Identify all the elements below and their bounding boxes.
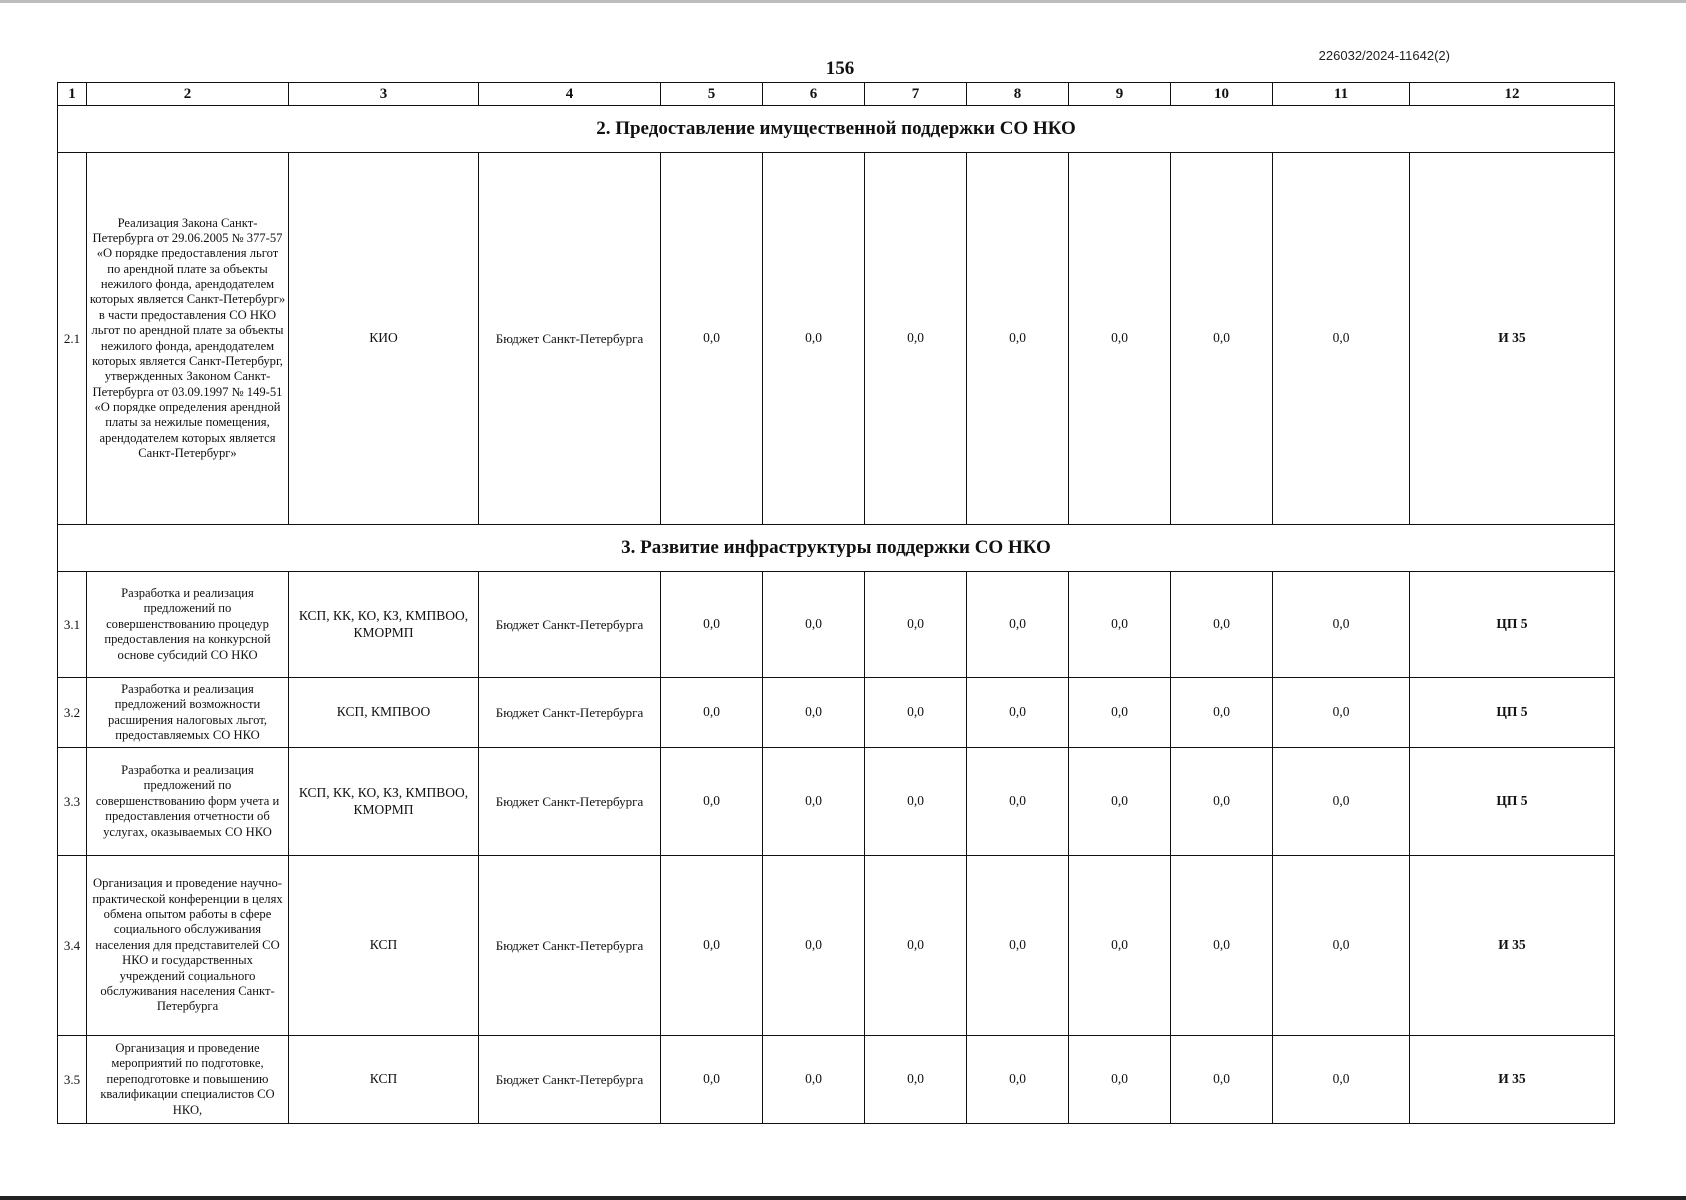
executor-cell: КСП, КК, КО, КЗ, КМПВОО, КМОРМП [289, 748, 479, 856]
funding-source-cell: Бюджет Санкт-Петербурга [479, 678, 661, 748]
activity-description: Разработка и реализация предложений возможности расширения налоговых льгот, предоставляемых СО НКО [87, 678, 289, 748]
value-cell: 0,0 [865, 678, 967, 748]
value-cell: 0,0 [763, 678, 865, 748]
value-cell: 0,0 [1171, 1036, 1273, 1124]
table-row [58, 1036, 1615, 1124]
value-cell: 0,0 [1069, 856, 1171, 1036]
value-cell: 0,0 [967, 153, 1069, 525]
value-cell: 0,0 [661, 856, 763, 1036]
table-row [58, 153, 1615, 525]
value-cell: 0,0 [1273, 1036, 1410, 1124]
value-cell: 0,0 [1171, 572, 1273, 678]
indicator-cell: И 35 [1410, 1036, 1615, 1124]
column-number: 5 [661, 83, 763, 106]
value-cell: 0,0 [763, 856, 865, 1036]
executor-cell: КСП [289, 1036, 479, 1124]
column-number: 2 [87, 83, 289, 106]
activity-description: Организация и проведение мероприятий по подготовке, переподготовке и повышению квалификации специалистов СО НКО, [87, 1036, 289, 1124]
column-number: 8 [967, 83, 1069, 106]
value-cell: 0,0 [763, 748, 865, 856]
value-cell: 0,0 [763, 572, 865, 678]
table-row [58, 748, 1615, 856]
value-cell: 0,0 [1273, 856, 1410, 1036]
value-cell: 0,0 [967, 1036, 1069, 1124]
value-cell: 0,0 [1069, 1036, 1171, 1124]
table-row [58, 678, 1615, 748]
page-number: 156 [825, 58, 855, 79]
row-number: 3.5 [58, 1036, 87, 1124]
column-number: 10 [1171, 83, 1273, 106]
value-cell: 0,0 [661, 572, 763, 678]
value-cell: 0,0 [661, 1036, 763, 1124]
value-cell: 0,0 [967, 572, 1069, 678]
row-number: 3.2 [58, 678, 87, 748]
value-cell: 0,0 [661, 153, 763, 525]
column-number: 12 [1410, 83, 1615, 106]
column-number: 6 [763, 83, 865, 106]
value-cell: 0,0 [1273, 572, 1410, 678]
section-heading-row [58, 525, 1615, 572]
indicator-cell: И 35 [1410, 153, 1615, 525]
column-number: 1 [58, 83, 87, 106]
section-heading: 3. Развитие инфраструктуры поддержки СО НКО [58, 525, 1615, 572]
row-number: 2.1 [58, 153, 87, 525]
section-heading-row [58, 106, 1615, 153]
funding-source-cell: Бюджет Санкт-Петербурга [479, 856, 661, 1036]
column-number: 11 [1273, 83, 1410, 106]
value-cell: 0,0 [1273, 678, 1410, 748]
value-cell: 0,0 [1171, 856, 1273, 1036]
funding-source-cell: Бюджет Санкт-Петербурга [479, 1036, 661, 1124]
value-cell: 0,0 [661, 748, 763, 856]
executor-cell: КСП, КМПВОО [289, 678, 479, 748]
column-number: 7 [865, 83, 967, 106]
value-cell: 0,0 [1069, 748, 1171, 856]
funding-source-cell: Бюджет Санкт-Петербурга [479, 153, 661, 525]
funding-source-cell: Бюджет Санкт-Петербурга [479, 748, 661, 856]
value-cell: 0,0 [763, 1036, 865, 1124]
table-row [58, 856, 1615, 1036]
activity-description: Разработка и реализация предложений по совершенствованию процедур предоставления на конкурсной основе субсидий СО НКО [87, 572, 289, 678]
value-cell: 0,0 [967, 856, 1069, 1036]
section-heading: 2. Предоставление имущественной поддержки СО НКО [58, 106, 1615, 153]
executor-cell: КСП [289, 856, 479, 1036]
executor-cell: КСП, КК, КО, КЗ, КМПВОО, КМОРМП [289, 572, 479, 678]
value-cell: 0,0 [1069, 153, 1171, 525]
column-number: 9 [1069, 83, 1171, 106]
value-cell: 0,0 [1171, 748, 1273, 856]
value-cell: 0,0 [865, 572, 967, 678]
row-number: 3.1 [58, 572, 87, 678]
activity-description: Организация и проведение научно-практической конференции в целях обмена опытом работы в сфере социального обслуживания населения для представителей СО НКО и государственных учреждений социального обслуживания населения Санкт-Петербурга [87, 856, 289, 1036]
indicator-cell: ЦП 5 [1410, 678, 1615, 748]
row-number: 3.3 [58, 748, 87, 856]
value-cell: 0,0 [1273, 153, 1410, 525]
indicator-cell: ЦП 5 [1410, 748, 1615, 856]
value-cell: 0,0 [1273, 748, 1410, 856]
value-cell: 0,0 [1171, 678, 1273, 748]
activity-description: Реализация Закона Санкт-Петербурга от 29.06.2005 № 377-57 «О порядке предоставления льгот по арендной плате за объекты нежилого фонда, арендодателем которых является Санкт-Петербург» в части предоставления СО НКО льгот по арендной плате за объекты нежилого фонда, арендодателем которых является Санкт-Петербург, утвержденных Законом Санкт-Петербурга от 03.09.1997 № 149-51 «О порядке определения арендной платы за нежилые помещения, арендодателем которых является Санкт-Петербург» [87, 153, 289, 525]
document-code: 226032/2024-11642(2) [1318, 48, 1450, 63]
activities-table [57, 82, 1615, 1124]
value-cell: 0,0 [865, 153, 967, 525]
value-cell: 0,0 [1171, 153, 1273, 525]
scan-top-edge [0, 0, 1686, 3]
value-cell: 0,0 [1069, 678, 1171, 748]
scan-bottom-edge [0, 1196, 1686, 1200]
indicator-cell: И 35 [1410, 856, 1615, 1036]
value-cell: 0,0 [865, 1036, 967, 1124]
row-number: 3.4 [58, 856, 87, 1036]
value-cell: 0,0 [865, 856, 967, 1036]
value-cell: 0,0 [661, 678, 763, 748]
column-number: 4 [479, 83, 661, 106]
value-cell: 0,0 [1069, 572, 1171, 678]
funding-source-cell: Бюджет Санкт-Петербурга [479, 572, 661, 678]
activity-description: Разработка и реализация предложений по совершенствованию форм учета и предоставления отчетности об услугах, оказываемых СО НКО [87, 748, 289, 856]
executor-cell: КИО [289, 153, 479, 525]
value-cell: 0,0 [967, 748, 1069, 856]
column-number: 3 [289, 83, 479, 106]
value-cell: 0,0 [763, 153, 865, 525]
value-cell: 0,0 [865, 748, 967, 856]
column-number-row [58, 83, 1615, 106]
value-cell: 0,0 [967, 678, 1069, 748]
table-row [58, 572, 1615, 678]
indicator-cell: ЦП 5 [1410, 572, 1615, 678]
